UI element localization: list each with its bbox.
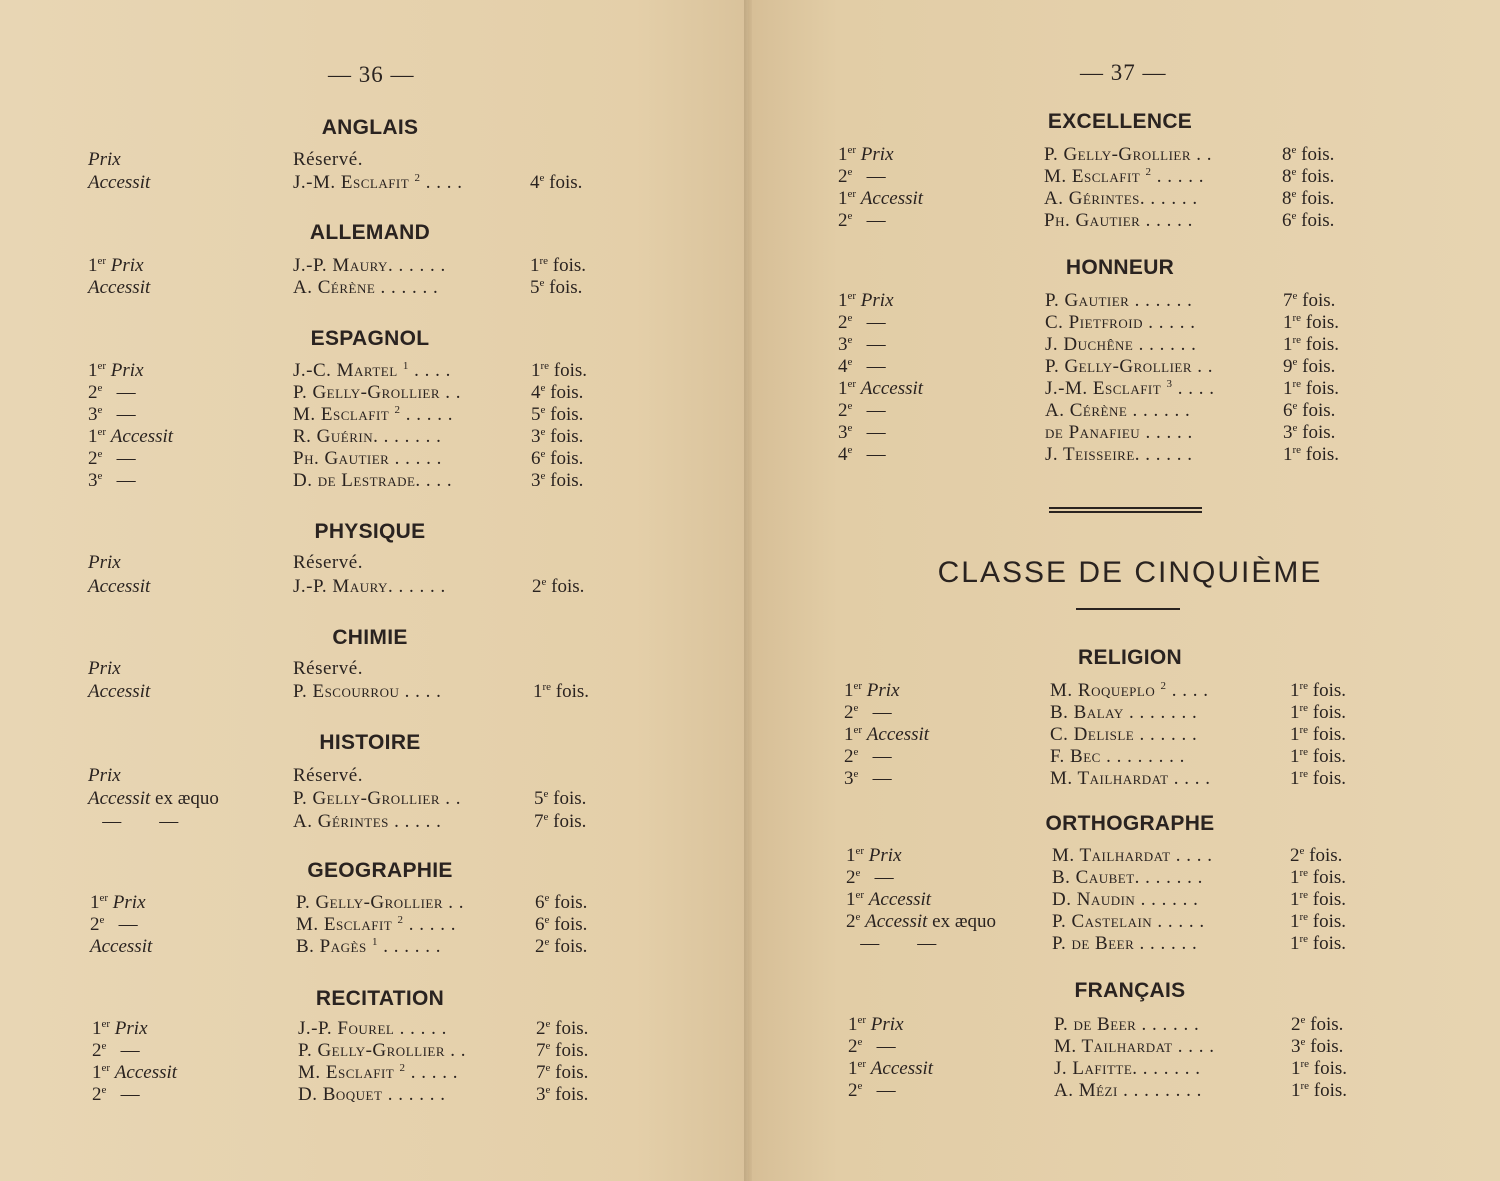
page-number-right: — 37 — — [1080, 60, 1167, 85]
award-label: 2e — — [88, 448, 136, 469]
award-label: 1er Accessit — [88, 426, 174, 447]
times-count: 3e fois. — [536, 1084, 589, 1105]
student-name: J. Lafitte. . . . . . . — [1054, 1058, 1201, 1079]
award-label: 1er Prix — [88, 360, 144, 381]
times-count: 1re fois. — [1283, 378, 1340, 399]
times-count: 5e fois. — [534, 788, 587, 809]
student-name: C. Delisle . . . . . . — [1050, 724, 1198, 745]
times-count: 7e fois. — [536, 1040, 589, 1061]
award-label: 1er Prix — [90, 892, 146, 913]
section-divider-bottom — [1049, 511, 1202, 513]
award-label: 1er Accessit — [838, 378, 924, 399]
times-count: 5e fois. — [530, 277, 583, 298]
award-label: Accessit — [88, 576, 151, 597]
times-count: 1re fois. — [1290, 746, 1347, 767]
award-label: Accessit — [88, 172, 151, 193]
award-label: 3e — — [844, 768, 892, 789]
times-count: 1re fois. — [533, 681, 590, 702]
times-count: 5e fois. — [531, 404, 584, 425]
award-label: — — — [88, 811, 179, 832]
student-name: M. Esclafit $^2$ . . . . . — [1044, 166, 1204, 187]
student-name: J. Teisseire. . . . . . — [1045, 444, 1193, 465]
times-count: 3e fois. — [531, 470, 584, 491]
award-label: 2e Accessit ex æquo — [846, 911, 997, 932]
times-count: 1re fois. — [530, 255, 587, 276]
student-name: P. Gelly-Grollier . . — [1044, 144, 1213, 165]
award-label: 2e — — [88, 382, 136, 403]
page-number-left: — 36 — — [328, 62, 415, 87]
times-count: 6e fois. — [535, 914, 588, 935]
student-name: D. Boquet . . . . . . — [298, 1084, 446, 1105]
student-name: B. Pagès $^1$ . . . . . . — [296, 936, 441, 957]
student-name: M. Esclafit $^2$ . . . . . — [298, 1062, 458, 1083]
section-divider-top — [1049, 507, 1202, 509]
student-name: Ph. Gautier . . . . . — [1044, 210, 1193, 231]
award-label: 1er Prix — [846, 845, 902, 866]
section-heading: RECITATION — [315, 987, 445, 1010]
award-label: Accessit — [88, 681, 151, 702]
student-name: D. Naudin . . . . . . — [1052, 889, 1199, 910]
times-count: 3e fois. — [531, 426, 584, 447]
section-heading: ORTHOGRAPHE — [1045, 812, 1215, 835]
section-heading: HISTOIRE — [319, 731, 421, 754]
award-label: 2e — — [846, 867, 894, 888]
student-name: D. de Lestrade. . . . — [293, 470, 453, 491]
student-name: P. Gautier . . . . . . — [1045, 290, 1193, 311]
award-label: 2e — — [844, 746, 892, 767]
award-label: Prix — [88, 765, 121, 786]
award-label: 1er Prix — [88, 255, 144, 276]
times-count: 8e fois. — [1282, 166, 1335, 187]
student-name: P. de Beer . . . . . . — [1052, 933, 1198, 954]
award-label: 4e — — [838, 356, 886, 377]
times-count: 2e fois. — [535, 936, 588, 957]
times-count: 8e fois. — [1282, 144, 1335, 165]
section-heading: ALLEMAND — [309, 221, 431, 244]
award-label: 4e — — [838, 444, 886, 465]
times-count: 6e fois. — [531, 448, 584, 469]
times-count: 6e fois. — [1283, 400, 1336, 421]
award-label: 2e — — [838, 400, 886, 421]
award-label: 1er Accessit — [92, 1062, 178, 1083]
times-count: 1re fois. — [1291, 1058, 1348, 1079]
student-name: M. Tailhardat . . . . — [1054, 1036, 1215, 1057]
student-name: Réservé. — [293, 552, 363, 573]
section-heading: PHYSIQUE — [314, 520, 426, 543]
student-name: J.-P. Maury. . . . . . — [293, 576, 446, 597]
times-count: 1re fois. — [1283, 444, 1340, 465]
student-name: A. Gérintes . . . . . — [293, 811, 442, 832]
student-name: A. Mézi . . . . . . . . — [1054, 1080, 1202, 1101]
times-count: 3e fois. — [1283, 422, 1336, 443]
student-name: M. Esclafit $^2$ . . . . . — [296, 914, 456, 935]
award-label: 1er Prix — [838, 290, 894, 311]
student-name: A. Cérène . . . . . . — [293, 277, 439, 298]
section-heading: HONNEUR — [1065, 256, 1175, 279]
section-heading: RELIGION — [1078, 646, 1182, 669]
award-label: Prix — [88, 149, 121, 170]
student-name: Ph. Gautier . . . . . — [293, 448, 442, 469]
award-label: 2e — — [848, 1080, 896, 1101]
award-label: — — — [846, 933, 937, 954]
times-count: 1re fois. — [1290, 768, 1347, 789]
student-name: M. Tailhardat . . . . — [1052, 845, 1213, 866]
student-name: B. Balay . . . . . . . — [1050, 702, 1198, 723]
award-label: 1er Prix — [838, 144, 894, 165]
times-count: 7e fois. — [536, 1062, 589, 1083]
award-label: 1er Accessit — [848, 1058, 934, 1079]
award-label: 1er Prix — [92, 1018, 148, 1039]
student-name: P. Gelly-Grollier . . — [293, 382, 462, 403]
student-name: J.-M. Esclafit $^2$ . . . . — [293, 172, 463, 193]
times-count: 6e fois. — [1282, 210, 1335, 231]
award-label: Prix — [88, 552, 121, 573]
times-count: 1re fois. — [531, 360, 588, 381]
times-count: 4e fois. — [531, 382, 584, 403]
award-label: Accessit — [88, 277, 151, 298]
student-name: Réservé. — [293, 149, 363, 170]
student-name: P. Gelly-Grollier . . — [293, 788, 462, 809]
award-label: 2e — — [838, 312, 886, 333]
award-label: 1er Prix — [844, 680, 900, 701]
times-count: 8e fois. — [1282, 188, 1335, 209]
award-label: 3e — — [838, 334, 886, 355]
section-heading: ESPAGNOL — [310, 327, 430, 350]
section-heading: EXCELLENCE — [1047, 110, 1193, 133]
student-name: F. Bec . . . . . . . . — [1050, 746, 1185, 767]
times-count: 2e fois. — [532, 576, 585, 597]
student-name: J.-P. Maury. . . . . . — [293, 255, 446, 276]
award-label: 2e — — [838, 166, 886, 187]
times-count: 1re fois. — [1290, 724, 1347, 745]
student-name: P. Gelly-Grollier . . — [1045, 356, 1214, 377]
student-name: Réservé. — [293, 658, 363, 679]
award-label: 2e — — [838, 210, 886, 231]
times-count: 1re fois. — [1283, 334, 1340, 355]
student-name: B. Caubet. . . . . . . — [1052, 867, 1203, 888]
award-label: Accessit ex æquo — [88, 788, 219, 809]
award-label: 2e — — [90, 914, 138, 935]
class-title-underline — [1076, 608, 1180, 610]
award-label: 1er Accessit — [846, 889, 932, 910]
student-name: J.-P. Fourel . . . . . — [298, 1018, 447, 1039]
section-heading: GEOGRAPHIE — [307, 859, 453, 882]
times-count: 1re fois. — [1290, 867, 1347, 888]
times-count: 6e fois. — [535, 892, 588, 913]
times-count: 4e fois. — [530, 172, 583, 193]
class-title: CLASSE DE CINQUIÈME — [937, 556, 1323, 589]
award-label: 2e — — [844, 702, 892, 723]
student-name: P. Gelly-Grollier . . — [298, 1040, 467, 1061]
student-name: P. Gelly-Grollier . . — [296, 892, 465, 913]
student-name: J. Duchêne . . . . . . — [1045, 334, 1197, 355]
student-name: A. Gérintes. . . . . . — [1044, 188, 1198, 209]
award-label: 3e — — [838, 422, 886, 443]
award-label: 3e — — [88, 470, 136, 491]
student-name: M. Tailhardat . . . . — [1050, 768, 1211, 789]
times-count: 1re fois. — [1290, 702, 1347, 723]
section-heading: ANGLAIS — [321, 116, 419, 139]
times-count: 7e fois. — [534, 811, 587, 832]
section-heading: FRANÇAIS — [1074, 979, 1186, 1002]
student-name: P. de Beer . . . . . . — [1054, 1014, 1200, 1035]
award-label: 2e — — [848, 1036, 896, 1057]
times-count: 9e fois. — [1283, 356, 1336, 377]
award-label: Prix — [88, 658, 121, 679]
student-name: J.-C. Martel $^1$ . . . . — [293, 360, 451, 381]
times-count: 1re fois. — [1290, 911, 1347, 932]
times-count: 1re fois. — [1290, 933, 1347, 954]
times-count: 1re fois. — [1283, 312, 1340, 333]
times-count: 7e fois. — [1283, 290, 1336, 311]
student-name: P. Escourrou . . . . — [293, 681, 442, 702]
student-name: A. Cérène . . . . . . — [1045, 400, 1191, 421]
section-heading: CHIMIE — [332, 626, 408, 649]
award-label: 2e — — [92, 1040, 140, 1061]
award-label: 3e — — [88, 404, 136, 425]
times-count: 1re fois. — [1290, 680, 1347, 701]
student-name: Réservé. — [293, 765, 363, 786]
times-count: 2e fois. — [1290, 845, 1343, 866]
student-name: C. Pietfroid . . . . . — [1045, 312, 1196, 333]
award-label: 2e — — [92, 1084, 140, 1105]
times-count: 1re fois. — [1290, 889, 1347, 910]
award-label: 1er Accessit — [844, 724, 930, 745]
student-name: P. Castelain . . . . . — [1052, 911, 1205, 932]
student-name: M. Esclafit $^2$ . . . . . — [293, 404, 453, 425]
award-label: 1er Prix — [848, 1014, 904, 1035]
award-label: 1er Accessit — [838, 188, 924, 209]
student-name: J.-M. Esclafit $^3$ . . . . — [1045, 378, 1215, 399]
times-count: 1re fois. — [1291, 1080, 1348, 1101]
student-name: M. Roqueplo $^2$ . . . . — [1050, 680, 1209, 701]
times-count: 3e fois. — [1291, 1036, 1344, 1057]
times-count: 2e fois. — [536, 1018, 589, 1039]
student-name: de Panafieu . . . . . — [1045, 422, 1193, 443]
times-count: 2e fois. — [1291, 1014, 1344, 1035]
student-name: R. Guérin. . . . . . . — [293, 426, 442, 447]
award-label: Accessit — [90, 936, 153, 957]
book-gutter — [744, 0, 752, 1181]
